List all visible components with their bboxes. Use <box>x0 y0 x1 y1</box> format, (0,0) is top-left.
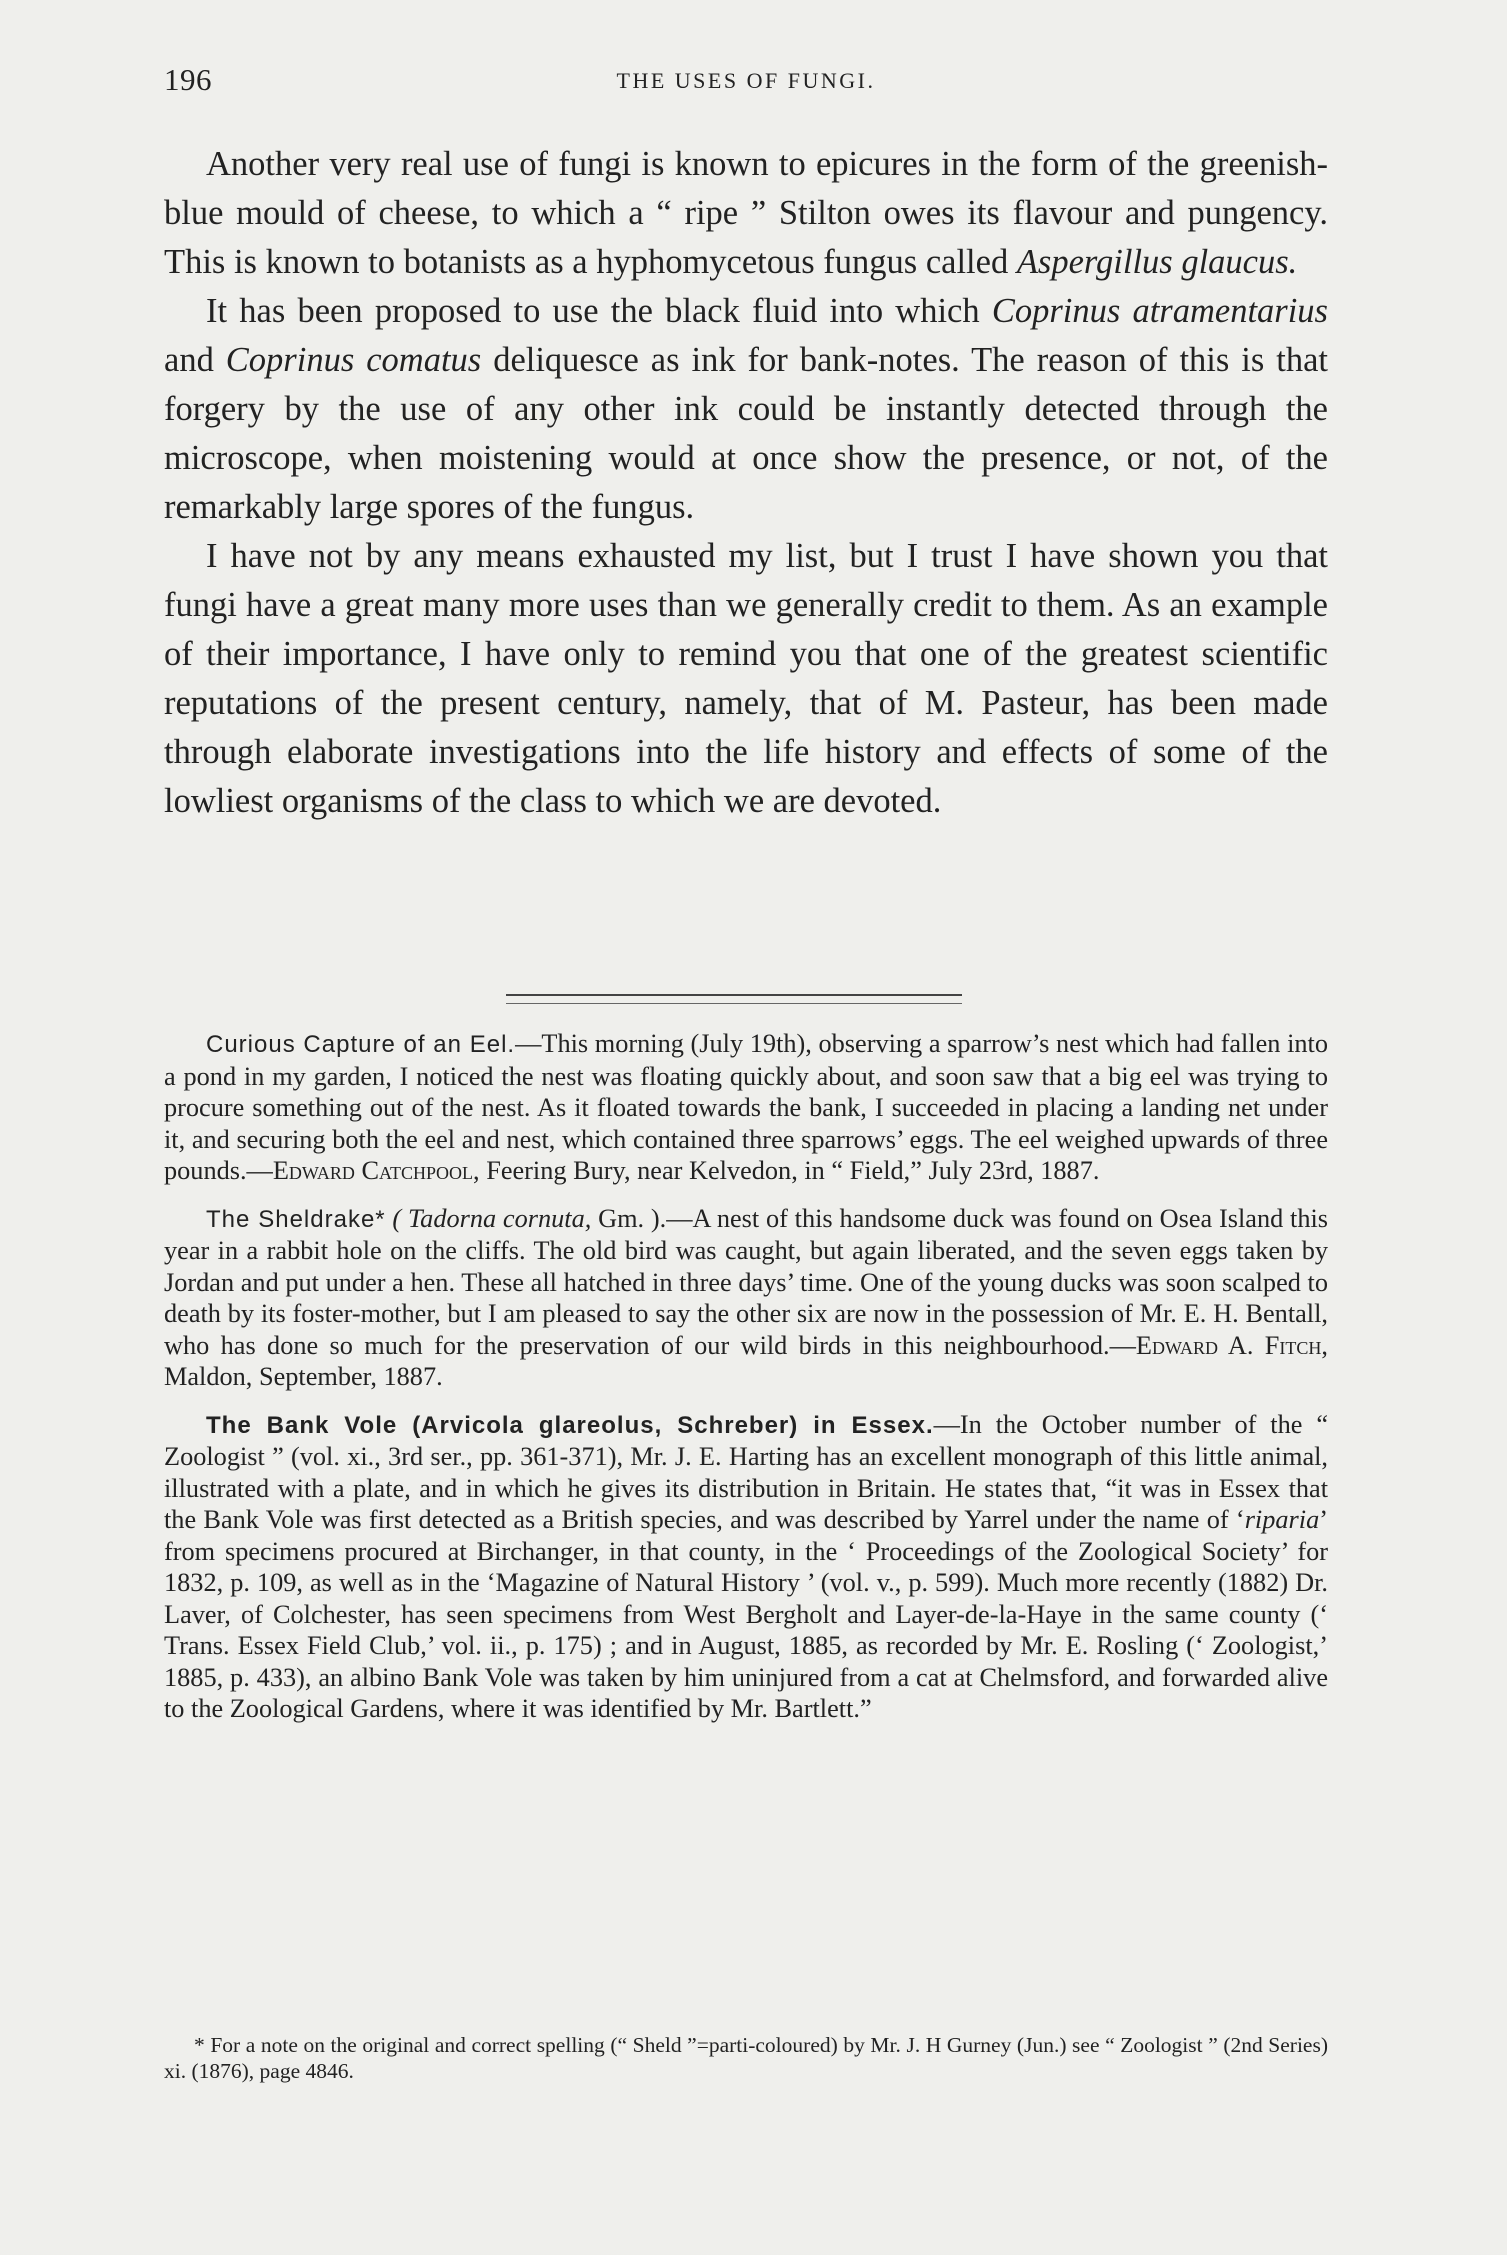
note-text: —This morning (July 19th), observing a sparrow’s nest which had fallen into a pond in my garden, I noticed the nest was floating quickly about, and soon saw that a big eel was trying to procure something out of the nest. As it floated towards the bank, I succeeded in placing a landing net under it, and securing both the eel and nest, which contained three sparrows’ eggs. The eel weighed upwards of three pounds.— <box>164 1029 1328 1185</box>
note-text: Gm. ). <box>591 1203 667 1233</box>
note-text: —In the October number of the “ Zoologist ” (vol. xi., 3rd ser., pp. 361-371), Mr. J. E. Harting has an excellent monograph of this little animal, illustrated with a plate, and in which he gives its distribution in Britain. He states that, “it was in Essex that the Bank Vole was first detected as a British species, and was described by Yarrel under the name of ‘ <box>164 1409 1328 1534</box>
paragraph-text: Another very real use of fungi is known to epicures in the form of the greenish-blue mould of cheese, to which a “ ripe ” Stilton owes its flavour and pungency. This is known to botanists as a hyphomycetous fungus called <box>164 145 1328 281</box>
note-eel <box>164 1028 1328 1187</box>
paragraph-text: deliquesce as ink for bank-notes. The reason of this is that forgery by the use of any other ink could be instantly detected through the microscope, when moistening would at once show the presence, or not, of the remarkably large spores of the fungus. <box>164 341 1328 526</box>
species-name: Aspergillus glaucus. <box>1016 243 1298 281</box>
note-sheldrake <box>164 1203 1328 1393</box>
notes-section <box>164 1028 1328 1741</box>
footnote: * For a note on the original and correct spelling (“ Sheld ”=parti-coloured) by Mr. J. H Gurney (Jun.) see “ Zoologist ” (2nd Series) xi. (1876), page 4846. <box>164 2033 1328 2083</box>
note-title: The Bank Vole (Arvicola glareolus, Schreber) in Essex. <box>206 1411 934 1439</box>
paragraph-cheese-mould <box>164 140 1328 287</box>
note-text: —A nest of this handsome duck was found on Osea Island this year in a rabbit hole on the cliffs. The old bird was caught, but again liberated, and the seven eggs taken by Jordan and put under a hen. These all hatched in three days’ time. One of the young ducks was soon scalped to death by its foster-mother, but I am pleased to say the other six are now in the possession of Mr. E. H. Bentall, who has done so much for the preservation of our wild birds in this neighbourhood.— <box>164 1203 1329 1360</box>
note-bank-vole <box>164 1409 1328 1725</box>
section-divider <box>506 994 962 1004</box>
note-text: , Feering Bury, near Kelvedon, in “ Field,” July 23rd, 1887. <box>473 1156 1100 1185</box>
species-name: riparia <box>1244 1505 1320 1534</box>
note-text: ’ from specimens procured at Birchanger, in that county, in the ‘ Proceedings of the Zoological Society’ for 1832, p. 109, as well as in the ‘Magazine of Natural History ’ (vol. v., p. 599). Much more recently (1882) Dr. Laver, of Colchester, has seen specimens from West Bergholt and Layer-de-la-Haye in the same county (‘ Trans. Essex Field Club,’ vol. ii., p. 175) ; and in August, 1885, as recorded by Mr. E. Rosling (‘ Zoologist,’ 1885, p. 433), an albino Bank Vole was taken by him uninjured from a cat at Chelmsford, and forwarded alive to the Zoological Gardens, where it was identified by Mr. Bartlett.” <box>164 1505 1328 1723</box>
running-title: THE USES OF FUNGI. <box>616 68 876 93</box>
note-author: Edward Catchpool <box>272 1156 474 1185</box>
note-title: The Sheldrake* <box>206 1205 386 1233</box>
page-header <box>164 62 1328 102</box>
species-name: Coprinus comatus <box>225 341 482 379</box>
paragraph-text: It has been proposed to use the black fluid into which <box>206 292 992 330</box>
paragraph-conclusion: I have not by any means exhausted my list, but I trust I have shown you that fungi have a great many more uses than we generally credit to them. As an example of their importance, I have only to remind you that one of the greatest scientific reputations of the present century, namely, that of M. Pasteur, has been made through elaborate investigations into the life history and effects of some of the lowliest organisms of the class to which we are devoted. <box>164 537 1328 820</box>
note-text: , Maldon, September, 1887. <box>164 1330 1328 1391</box>
note-title: Curious Capture of an Eel. <box>206 1031 516 1058</box>
paragraph-text: and <box>164 341 226 379</box>
paragraph-ink <box>164 287 1328 532</box>
species-name: Coprinus atramentarius <box>991 292 1328 330</box>
page-number: 196 <box>164 62 212 97</box>
main-text <box>164 140 1328 826</box>
species-name: ( Tadorna cornuta, <box>385 1203 592 1233</box>
note-author: Edward A. Fitch <box>1135 1330 1322 1360</box>
